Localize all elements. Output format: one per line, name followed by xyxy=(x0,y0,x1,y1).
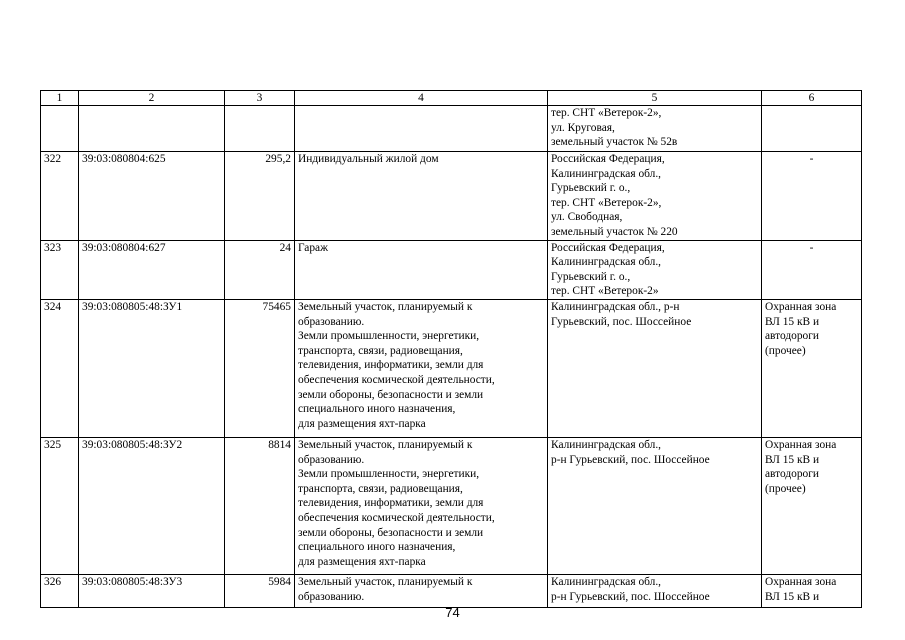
header-col-3: 3 xyxy=(225,91,295,106)
area-cell: 75465 xyxy=(225,299,295,437)
table-row-continuation xyxy=(41,106,862,152)
table-row-326 xyxy=(41,574,862,607)
cadastral-number-cell: 39:03:080804:625 xyxy=(79,152,225,241)
cadastral-number-cell: 39:03:080805:48:ЗУ1 xyxy=(79,299,225,437)
table-body xyxy=(41,106,862,608)
usage-cell xyxy=(295,106,548,152)
restrictions-cell: Охранная зона ВЛ 15 кВ и xyxy=(762,574,862,607)
address-cell: Калининградская обл., р-н Гурьевский, пос. Шоссейное xyxy=(548,574,762,607)
land-plots-table xyxy=(40,90,862,608)
usage-cell: Земельный участок, планируемый к образованию. Земли промышленности, энергетики, транспорта, связи, радиовещания, телевидения, информатики, земли для обеспечения космической деятельности, земли обороны, безопасности и земли специального иного назначения, для размещения яхт-парка xyxy=(295,299,548,437)
row-number-cell: 322 xyxy=(41,152,79,241)
usage-cell: Гараж xyxy=(295,240,548,299)
table-row-322 xyxy=(41,152,862,241)
address-cell: Российская Федерация, Калининградская обл., Гурьевский г. о., тер. СНТ «Ветерок-2», ул. Свободная, земельный участок № 220 xyxy=(548,152,762,241)
page-number: 74 xyxy=(445,605,460,620)
header-col-1: 1 xyxy=(41,91,79,106)
row-number-cell xyxy=(41,106,79,152)
restrictions-cell: - xyxy=(762,152,862,241)
row-number-cell: 325 xyxy=(41,437,79,574)
table-row-323 xyxy=(41,240,862,299)
row-number-cell: 324 xyxy=(41,299,79,437)
address-cell: Калининградская обл., р-н Гурьевский, пос. Шоссейное xyxy=(548,299,762,437)
cadastral-number-cell: 39:03:080805:48:ЗУ2 xyxy=(79,437,225,574)
header-col-6: 6 xyxy=(762,91,862,106)
cadastral-number-cell: 39:03:080805:48:ЗУ3 xyxy=(79,574,225,607)
header-col-2: 2 xyxy=(79,91,225,106)
restrictions-cell: Охранная зона ВЛ 15 кВ и автодороги (прочее) xyxy=(762,437,862,574)
area-cell xyxy=(225,106,295,152)
row-number-cell: 323 xyxy=(41,240,79,299)
cadastral-number-cell: 39:03:080804:627 xyxy=(79,240,225,299)
restrictions-cell: Охранная зона ВЛ 15 кВ и автодороги (прочее) xyxy=(762,299,862,437)
table-row-325 xyxy=(41,437,862,574)
address-cell: тер. СНТ «Ветерок-2», ул. Круговая, земельный участок № 52в xyxy=(548,106,762,152)
usage-cell: Земельный участок, планируемый к образованию. Земли промышленности, энергетики, транспорта, связи, радиовещания, телевидения, информатики, земли для обеспечения космической деятельности, земли обороны, безопасности и земли специального иного назначения, для размещения яхт-парка xyxy=(295,437,548,574)
usage-cell: Индивидуальный жилой дом xyxy=(295,152,548,241)
area-cell: 8814 xyxy=(225,437,295,574)
header-col-5: 5 xyxy=(548,91,762,106)
usage-cell: Земельный участок, планируемый к образованию. xyxy=(295,574,548,607)
area-cell: 5984 xyxy=(225,574,295,607)
cadastral-number-cell xyxy=(79,106,225,152)
restrictions-cell: - xyxy=(762,240,862,299)
table-row-324 xyxy=(41,299,862,437)
restrictions-cell xyxy=(762,106,862,152)
address-cell: Российская Федерация, Калининградская обл., Гурьевский г. о., тер. СНТ «Ветерок-2» xyxy=(548,240,762,299)
area-cell: 295,2 xyxy=(225,152,295,241)
header-row xyxy=(41,91,862,106)
area-cell: 24 xyxy=(225,240,295,299)
header-col-4: 4 xyxy=(295,91,548,106)
row-number-cell: 326 xyxy=(41,574,79,607)
table-header xyxy=(41,91,862,106)
address-cell: Калининградская обл., р-н Гурьевский, пос. Шоссейное xyxy=(548,437,762,574)
